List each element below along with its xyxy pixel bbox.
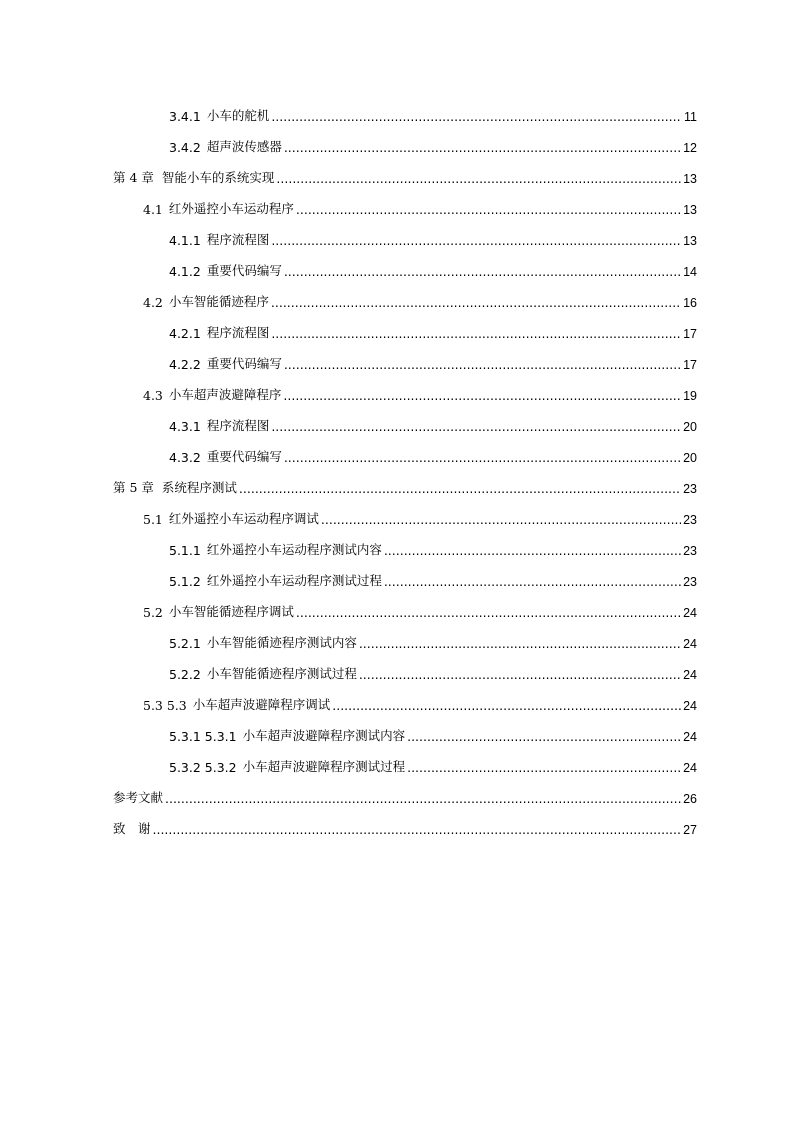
toc-entry-page-number: 23: [683, 482, 697, 496]
toc-entry-number: 5.3 5.3: [143, 698, 187, 713]
toc-entry-number: 第 4 章: [113, 170, 154, 185]
toc-entry-number: 4.2.1: [169, 326, 201, 341]
toc-entry-line: [169, 716, 697, 744]
toc-entry-line: [143, 282, 697, 310]
toc-entry-title: 重要代码编写: [206, 449, 282, 464]
toc-entry[interactable]: [0, 96, 793, 124]
toc-entry-page-number: 12: [683, 141, 697, 155]
toc-entry-line: [169, 437, 697, 465]
toc-entry-title: 小车超声波避障程序测试过程: [242, 759, 406, 774]
toc-dot-leader: [384, 574, 681, 589]
toc-entry-page-number: 23: [683, 544, 697, 558]
toc-entry-title: 小车智能循迹程序测试过程: [206, 666, 357, 681]
toc-entry-title: 红外遥控小车运动程序测试内容: [206, 542, 382, 557]
toc-entry[interactable]: [0, 530, 793, 558]
toc-entry-page-number: 24: [683, 606, 697, 620]
toc-entry-page-number: 17: [683, 327, 697, 341]
toc-entry[interactable]: [0, 344, 793, 372]
toc-dot-leader: [284, 264, 681, 279]
toc-entry-number: 4.1: [143, 202, 163, 217]
toc-entry-page-number: 11: [684, 110, 697, 124]
toc-entry-title: 小车智能循迹程序调试: [168, 604, 294, 619]
toc-dot-leader: [284, 450, 681, 465]
toc-entry[interactable]: [0, 592, 793, 620]
toc-entry-number: 4.3: [143, 388, 163, 403]
toc-entry[interactable]: [0, 158, 793, 186]
toc-entry-number: 4.1.2: [169, 264, 201, 279]
toc-entry-line: [169, 654, 697, 682]
toc-entry-line: [113, 468, 697, 496]
toc-entry-page-number: 13: [683, 234, 697, 248]
toc-entry[interactable]: [0, 127, 793, 155]
toc-entry-title: 重要代码编写: [206, 263, 282, 278]
toc-entry-line: [169, 313, 697, 341]
toc-entry-line: [113, 158, 697, 186]
toc-dot-leader: [271, 295, 681, 310]
toc-dot-leader: [359, 667, 681, 682]
toc-dot-leader: [271, 326, 681, 341]
toc-entry-title: 小车超声波避障程序调试: [192, 697, 331, 712]
toc-entry[interactable]: [0, 375, 793, 403]
toc-entry-number: 5.3.1 5.3.1: [169, 729, 237, 744]
toc-entry-line: [113, 778, 697, 806]
toc-entry-number: 5.2: [143, 605, 163, 620]
toc-entry-page-number: 24: [683, 730, 697, 744]
toc-dot-leader: [332, 698, 681, 713]
toc-entry[interactable]: [0, 189, 793, 217]
toc-entry[interactable]: [0, 623, 793, 651]
toc-entry-line: [143, 685, 697, 713]
toc-entry-page-number: 26: [683, 792, 697, 806]
toc-entry-title: 小车超声波避障程序测试内容: [242, 728, 406, 743]
toc-entry[interactable]: [0, 747, 793, 775]
toc-entry[interactable]: [0, 654, 793, 682]
toc-entry-page-number: 23: [683, 513, 697, 527]
toc-entry-page-number: 17: [683, 358, 697, 372]
toc-dot-leader: [271, 419, 681, 434]
toc-entry-line: [113, 809, 697, 837]
toc-entry-title: 程序流程图: [206, 418, 270, 433]
toc-dot-leader: [296, 202, 681, 217]
toc-entry-line: [143, 375, 697, 403]
toc-entry-page-number: 24: [683, 761, 697, 775]
toc-entry-line: [143, 592, 697, 620]
toc-entry-number: 第 5 章: [113, 480, 154, 495]
toc-entry-number: 5.2.2: [169, 667, 201, 682]
toc-entry-page-number: 13: [683, 203, 697, 217]
toc-entry-title: 程序流程图: [206, 325, 270, 340]
toc-dot-leader: [321, 512, 681, 527]
toc-dot-leader: [296, 605, 681, 620]
toc-entry-title: 超声波传感器: [206, 139, 282, 154]
toc-dot-leader: [384, 543, 681, 558]
toc-entry-page-number: 14: [683, 265, 697, 279]
toc-entry-line: [169, 530, 697, 558]
toc-entry[interactable]: [0, 251, 793, 279]
toc-dot-leader: [271, 233, 681, 248]
toc-entry[interactable]: [0, 716, 793, 744]
toc-entry-title: 小车智能循迹程序: [168, 294, 269, 309]
toc-entry-page-number: 27: [683, 823, 697, 837]
toc-entry-title: 重要代码编写: [206, 356, 282, 371]
toc-entry-page-number: 24: [683, 668, 697, 682]
toc-entry[interactable]: [0, 220, 793, 248]
toc-entry[interactable]: [0, 685, 793, 713]
toc-entry-title: 小车超声波避障程序: [168, 387, 282, 402]
toc-entry-title: 致 谢: [113, 821, 151, 836]
toc-entry-number: 5.3.2 5.3.2: [169, 760, 237, 775]
toc-entry[interactable]: [0, 313, 793, 341]
toc-entry-title: 红外遥控小车运动程序测试过程: [206, 573, 382, 588]
toc-entry-line: [169, 220, 697, 248]
toc-entry-page-number: 24: [683, 699, 697, 713]
toc-entry-line: [169, 406, 697, 434]
toc-entry-number: 4.2.2: [169, 357, 201, 372]
toc-dot-leader: [165, 791, 681, 806]
toc-entry-number: 4.3.1: [169, 419, 201, 434]
toc-entry[interactable]: [0, 282, 793, 310]
toc-entry[interactable]: [0, 809, 793, 837]
toc-entry-line: [143, 189, 697, 217]
toc-entry[interactable]: [0, 499, 793, 527]
toc-entry-page-number: 20: [683, 451, 697, 465]
toc-dot-leader: [153, 822, 682, 837]
toc-entry-title: 智能小车的系统实现: [161, 170, 275, 185]
toc-entry-line: [169, 623, 697, 651]
toc-entry-page-number: 24: [683, 637, 697, 651]
toc-entry-number: 3.4.1: [169, 109, 201, 124]
toc-entry-title: 红外遥控小车运动程序调试: [168, 511, 319, 526]
toc-entry-title: 小车的舵机: [206, 108, 270, 123]
toc-entry-page-number: 23: [683, 575, 697, 589]
toc-entry-line: [169, 344, 697, 372]
toc-entry[interactable]: [0, 437, 793, 465]
toc-dot-leader: [407, 729, 681, 744]
toc-entry-line: [143, 499, 697, 527]
toc-dot-leader: [284, 357, 681, 372]
toc-entry-page-number: 16: [683, 296, 697, 310]
toc-entry-page-number: 20: [683, 420, 697, 434]
toc-dot-leader: [276, 171, 681, 186]
toc-entry-line: [169, 251, 697, 279]
toc-dot-leader: [407, 760, 681, 775]
toc-entry-number: 4.3.2: [169, 450, 201, 465]
toc-entry[interactable]: [0, 468, 793, 496]
toc-entry-number: 5.1.1: [169, 543, 201, 558]
toc-dot-leader: [239, 481, 681, 496]
toc-dot-leader: [359, 636, 681, 651]
toc-entry-number: 4.1.1: [169, 233, 201, 248]
toc-entry-line: [169, 561, 697, 589]
toc-entry-page-number: 19: [683, 389, 697, 403]
toc-entry-title: 红外遥控小车运动程序: [168, 201, 294, 216]
toc-entry-line: [169, 127, 697, 155]
toc-entry-title: 程序流程图: [206, 232, 270, 247]
toc-entry-title: 小车智能循迹程序测试内容: [206, 635, 357, 650]
toc-entry-title: 参考文献: [113, 790, 164, 805]
toc-entry[interactable]: [0, 561, 793, 589]
toc-entry-number: 3.4.2: [169, 140, 201, 155]
toc-entry-number: 4.2: [143, 295, 163, 310]
toc-dot-leader: [271, 109, 682, 124]
toc-entry-number: 5.1.2: [169, 574, 201, 589]
toc-dot-leader: [283, 388, 681, 403]
toc-entry-title: 系统程序测试: [161, 480, 237, 495]
toc-entry[interactable]: [0, 406, 793, 434]
toc-entry-number: 5.2.1: [169, 636, 201, 651]
toc-entry-number: 5.1: [143, 512, 163, 527]
toc-entry-line: [169, 747, 697, 775]
toc-entry-page-number: 13: [683, 172, 697, 186]
toc-dot-leader: [284, 140, 681, 155]
toc-entry[interactable]: [0, 778, 793, 806]
toc-entry-line: [169, 96, 697, 124]
